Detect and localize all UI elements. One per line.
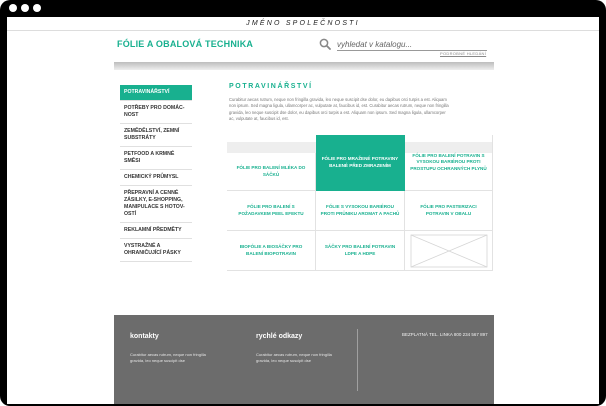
grid-cell-biofolie[interactable]: BIOFÓLIE A BIOSÁČKY PRO BALENÍ BIOPOTRAVIN	[227, 231, 316, 271]
grid-cell-pasterizace[interactable]: FÓLIE PRO PASTERIZACI POTRAVIN V OBALU	[405, 191, 493, 231]
grid-cell-placeholder	[405, 231, 493, 271]
page	[7, 17, 599, 404]
sidebar-item-zemedelstvi[interactable]: ZEMĚDĚLSTVÍ, ZEMNÍ SUBSTRÁTY	[120, 124, 192, 147]
search-icon[interactable]	[319, 38, 331, 50]
footer-links-text: Curabitur aecas rutrum, neque non fringilla gravida, leo neque suscipit dse	[256, 352, 332, 364]
sidebar-item-vystrazne-pasky[interactable]: VYSTRAŽNÉ A OHRANIČUJÍCÍ PÁSKY	[120, 239, 192, 262]
footer-contacts-text: Curabitur aecas rutrum, neque non fringilla gravida, leo neque suscipit dse	[130, 352, 206, 364]
search-input[interactable]	[337, 39, 487, 51]
grid-cell-peel-efekt[interactable]: FÓLIE PRO BALENÍ S POŽADAVKEM PEEL EFEKTU	[227, 191, 316, 231]
page-title: POTRAVINÁŘSTVÍ	[229, 83, 313, 90]
sidebar-item-potreby-pro-domacnost[interactable]: POTŘEBY PRO DOMÁC-NOST	[120, 101, 192, 124]
sidebar-item-prepravni-zasilky[interactable]: PŘEPRAVNÍ A CENNÉ ZÁSILKY, E-SHOPPING, MANIPULACE S HOTOV-OSTÍ	[120, 186, 192, 223]
window-controls	[9, 4, 41, 14]
sidebar-item-petfood[interactable]: PETFOOD A KRMNÉ SMĚSI	[120, 147, 192, 170]
placeholder-cross-icon	[405, 231, 493, 271]
window-dot-icon[interactable]	[9, 4, 17, 12]
footer-divider	[357, 329, 358, 391]
window-dot-icon[interactable]	[33, 4, 41, 12]
logo[interactable]: FÓLIE A OBALOVÁ TECHNIKA	[117, 39, 254, 49]
grid-cell-ochranne-plyny[interactable]: FÓLIE PRO BALENÍ POTRAVIN S VYSOKOU BARIÉROU PROTI PROSTUPU OCHRANNÝCH PLYNŮ	[405, 135, 493, 191]
header-bar	[114, 62, 494, 70]
grid-cell-ldpe-hdpe[interactable]: SÁČKY PRO BALENÍ POTRAVIN LDPE A HDPE	[316, 231, 405, 271]
grid-cell-mleko[interactable]: FÓLIE PRO BALENÍ MLÉKA DO SÁČKŮ	[227, 153, 316, 191]
company-name: JMÉNO SPOLEČNOSTI	[246, 20, 360, 27]
sidebar	[120, 85, 192, 262]
sidebar-item-potravinarstvi[interactable]: POTRAVINÁŘSTVÍ	[120, 85, 192, 101]
window-dot-icon[interactable]	[21, 4, 29, 12]
intro-text: Curabitur aecas rutrum, neque non fringilla gravida, leo neque suscipit dse dolor, eu dapibus orci turpis a est. Aliquam non ipsum. Sed magna ligula, ullamcorper ac, vulputate at, faucibus id, est. Curabitur aecas rutrum, neque non fringilla gravida, leo neque suscipit dse dolor, eu dapibus orci turpis a est. Aliquam non ipsum. Sed magna ligula, ullamcorper ac, vulputate at, faucibus id, est.	[229, 97, 449, 121]
footer-phone: BEZPLATNÁ TEL. LINKA 800 234 567 897	[402, 332, 488, 337]
sidebar-item-chemicky-prumysl[interactable]: CHEMICKÝ PRŮMYSL	[120, 170, 192, 186]
grid-cell-mrazene[interactable]: FÓLIE PRO MRAŽENÉ POTRAVINY BALENÉ PŘED ZMRAZENÍM	[316, 135, 405, 191]
divider	[7, 30, 599, 31]
footer-contacts-title: kontakty	[130, 333, 159, 340]
footer-links-title: rychlé odkazy	[256, 333, 303, 340]
advanced-search-link[interactable]: PODROBNÉ HLEDÁNÍ	[440, 51, 487, 56]
sidebar-item-reklamni-predmety[interactable]: REKLAMNÍ PŘEDMĚTY	[120, 223, 192, 239]
footer	[114, 315, 494, 404]
grid-cell-aromat[interactable]: FÓLIE S VYSOKOU BARIÉROU PROTI PRŮNIKU AROMAT A PACHŮ	[316, 191, 405, 231]
product-grid	[227, 153, 493, 271]
